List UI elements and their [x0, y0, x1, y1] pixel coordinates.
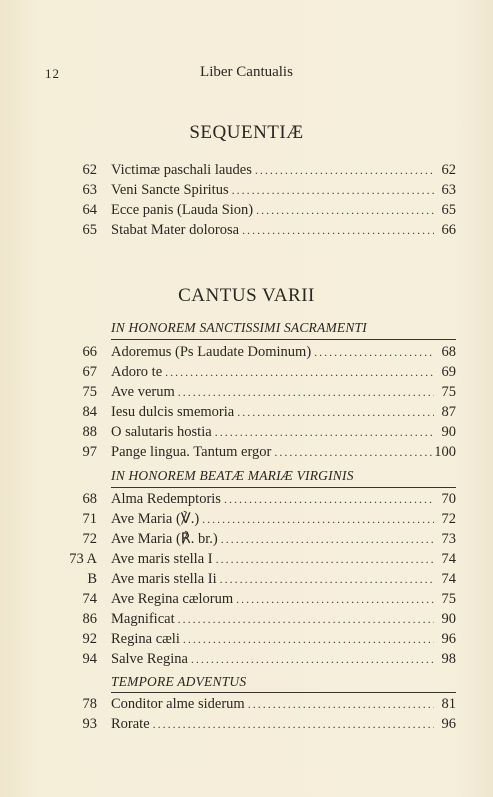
toc-entry [0, 569, 493, 589]
chant-title: Ecce panis (Lauda Sion) [111, 202, 254, 218]
toc-entry [0, 382, 493, 402]
toc-entry [0, 629, 493, 649]
chant-number: 66 [82, 344, 97, 360]
chant-number: 65 [82, 222, 97, 238]
toc-entry [0, 442, 493, 462]
chant-number: 75 [82, 384, 97, 400]
dot-leader [153, 714, 434, 734]
chant-title: Stabat Mater dolorosa [111, 222, 240, 238]
subsection-heading: IN HONOREM BEATÆ MARIÆ VIRGINIS [111, 468, 354, 483]
chant-number: 62 [82, 162, 97, 178]
dot-leader [274, 442, 432, 462]
dot-leader [256, 200, 434, 220]
dot-leader [216, 549, 434, 569]
chant-title: Ave verum [111, 384, 175, 400]
page-ref: 90 [441, 611, 456, 627]
chant-title: Iesu dulcis smemoria [111, 404, 235, 420]
dot-leader [202, 509, 434, 529]
chant-number: 92 [82, 631, 97, 647]
page-ref: 68 [441, 344, 456, 360]
toc-entry [0, 402, 493, 422]
chant-number: 73 A [69, 551, 97, 567]
heading-rule [111, 692, 456, 693]
page-ref: 75 [441, 384, 456, 400]
heading-rule [111, 339, 456, 340]
chant-number: 68 [82, 491, 97, 507]
toc-entry [0, 714, 493, 734]
book-title: Liber Cantualis [200, 64, 293, 80]
page-ref: 96 [441, 716, 456, 732]
page-ref: 75 [441, 591, 456, 607]
page-ref: 100 [434, 444, 456, 460]
dot-leader [220, 569, 434, 589]
chant-number: 78 [82, 696, 97, 712]
dot-leader [191, 649, 434, 669]
toc-entry [0, 362, 493, 382]
chant-title: Adoro te [111, 364, 163, 380]
chant-title: O salutaris hostia [111, 424, 212, 440]
dot-leader [232, 180, 434, 200]
dot-leader [248, 694, 434, 714]
chant-title: Ave maris stella I [111, 551, 213, 567]
toc-entry [0, 649, 493, 669]
chant-title: Ave maris stella Ii [111, 571, 217, 587]
chant-title: Adoremus (Ps Laudate Dominum) [111, 344, 312, 360]
chant-number: 94 [82, 651, 97, 667]
toc-entry [0, 489, 493, 509]
toc-entry [0, 529, 493, 549]
chant-number: 97 [82, 444, 97, 460]
toc-entry [0, 200, 493, 220]
page-ref: 98 [441, 651, 456, 667]
chant-number: 86 [82, 611, 97, 627]
dot-leader [178, 609, 434, 629]
page-ref: 62 [441, 162, 456, 178]
toc-entry [0, 549, 493, 569]
page-ref: 69 [441, 364, 456, 380]
chant-number: 64 [82, 202, 97, 218]
heading-rule [111, 487, 456, 488]
section-title-cantus-varii: CANTUS VARII [178, 285, 315, 306]
chant-title: Rorate [111, 716, 150, 732]
page-ref: 65 [441, 202, 456, 218]
running-head [0, 64, 493, 84]
chant-number: 93 [82, 716, 97, 732]
chant-number: 63 [82, 182, 97, 198]
page-ref: 66 [441, 222, 456, 238]
chant-title: Alma Redemptoris [111, 491, 221, 507]
section-title-sequentiae: SEQUENTIÆ [189, 122, 304, 143]
toc-entry [0, 694, 493, 714]
chant-title: Veni Sancte Spiritus [111, 182, 229, 198]
toc-entry [0, 160, 493, 180]
dot-leader [215, 422, 434, 442]
page-ref: 96 [441, 631, 456, 647]
chant-number: 72 [82, 531, 97, 547]
chant-title: Victimæ paschali laudes [111, 162, 252, 178]
toc-entry [0, 180, 493, 200]
page-ref: 74 [441, 551, 456, 567]
page-ref: 73 [441, 531, 456, 547]
dot-leader [236, 589, 434, 609]
dot-leader [183, 629, 434, 649]
dot-leader [178, 382, 434, 402]
chant-title: Regina cæli [111, 631, 180, 647]
toc-entry [0, 609, 493, 629]
chant-title: Salve Regina [111, 651, 188, 667]
chant-title: Pange lingua. Tantum ergor [111, 444, 272, 460]
page-ref: 81 [441, 696, 456, 712]
toc-entry [0, 220, 493, 240]
chant-number: 71 [82, 511, 97, 527]
dot-leader [255, 160, 434, 180]
chant-title: Ave Regina cælorum [111, 591, 234, 607]
subsection-heading: IN HONOREM SANCTISSIMI SACRAMENTI [111, 320, 367, 335]
chant-number: 88 [82, 424, 97, 440]
page-number: 12 [45, 66, 60, 81]
dot-leader [224, 489, 434, 509]
dot-leader [221, 529, 434, 549]
page-ref: 74 [441, 571, 456, 587]
toc-entry [0, 509, 493, 529]
chant-title: Ave Maria (℣.) [111, 511, 200, 527]
page-ref: 87 [441, 404, 456, 420]
chant-number: 84 [82, 404, 97, 420]
page-ref: 70 [441, 491, 456, 507]
page-ref: 90 [441, 424, 456, 440]
dot-leader [314, 342, 434, 362]
dot-leader [237, 402, 434, 422]
toc-entry [0, 342, 493, 362]
toc-entry [0, 589, 493, 609]
toc-entry [0, 422, 493, 442]
chant-title: Magnificat [111, 611, 175, 627]
chant-number: 67 [82, 364, 97, 380]
page-ref: 63 [441, 182, 456, 198]
subsection-heading: TEMPORE ADVENTUS [111, 674, 247, 689]
chant-title: Conditor alme siderum [111, 696, 245, 712]
dot-leader [165, 362, 434, 382]
dot-leader [242, 220, 434, 240]
chant-title: Ave Maria (℟. br.) [111, 531, 218, 547]
chant-number: 74 [82, 591, 97, 607]
chant-number: B [87, 571, 97, 587]
page-ref: 72 [441, 511, 456, 527]
